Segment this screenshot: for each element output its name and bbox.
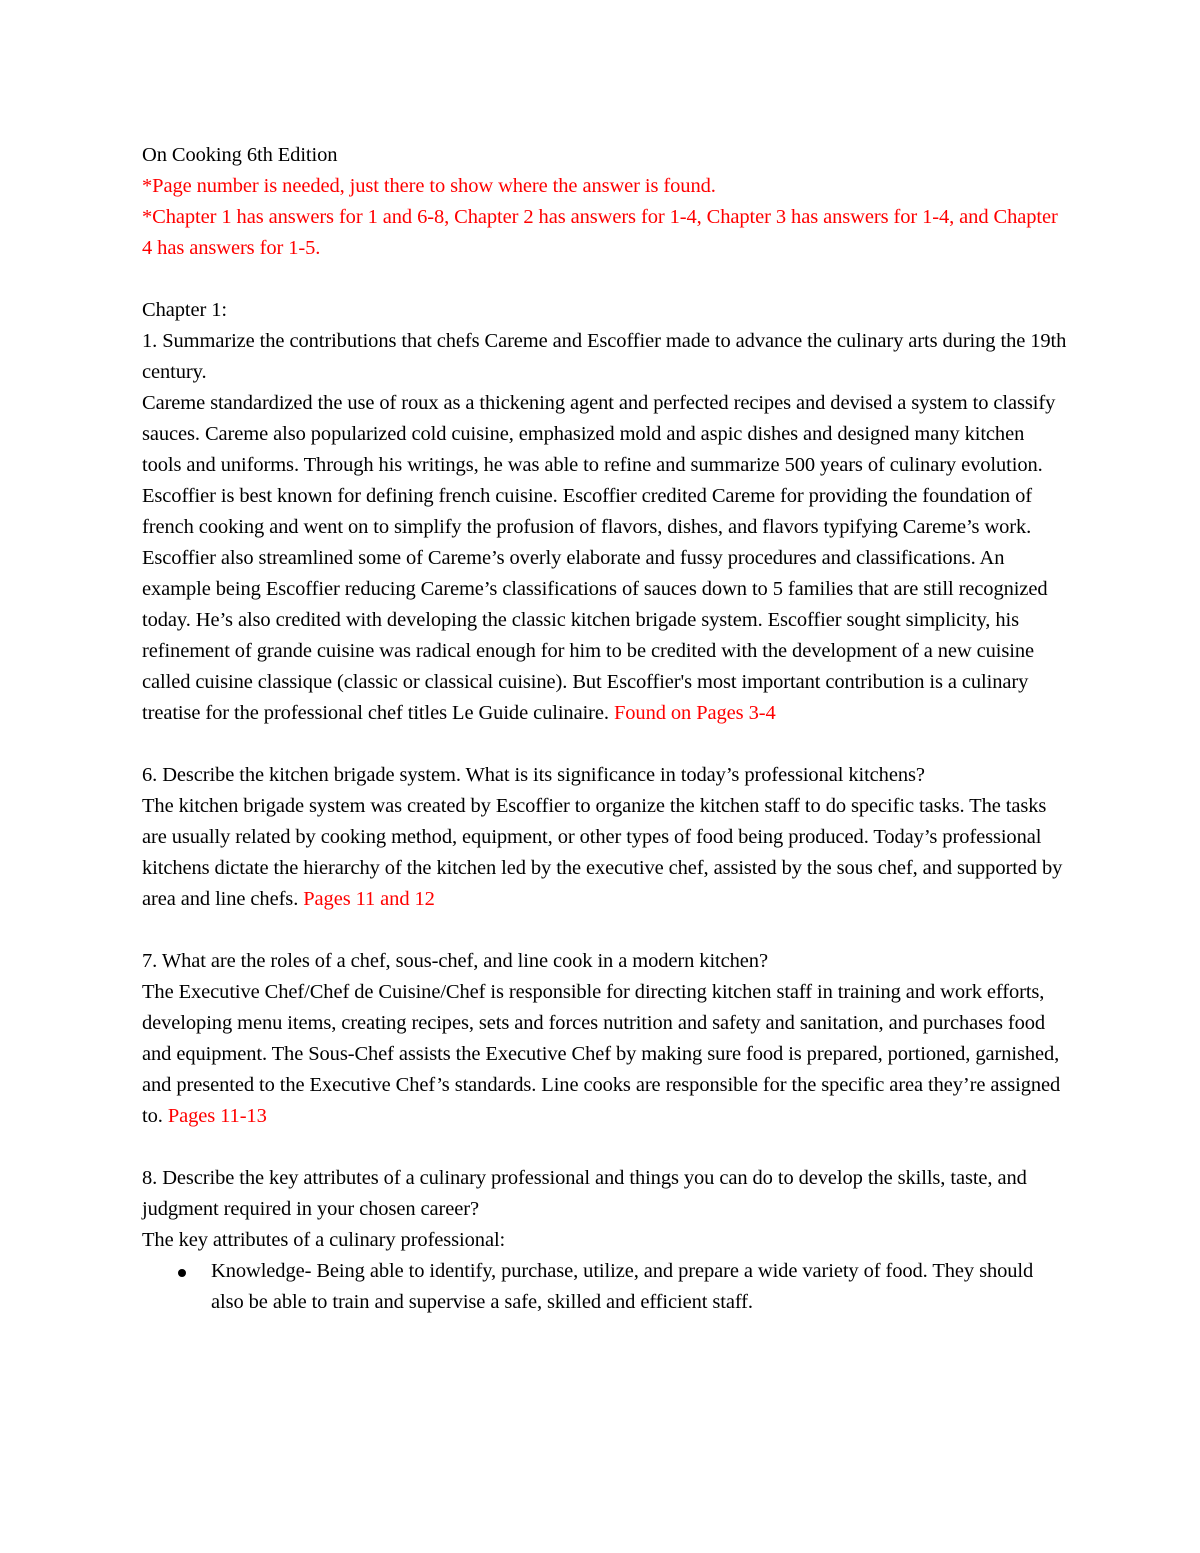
bullet-icon [178, 1269, 186, 1277]
attributes-list [142, 1256, 1067, 1318]
question-7: 7. What are the roles of a chef, sous-chef, and line cook in a modern kitchen? [142, 950, 768, 972]
spacer [142, 729, 1067, 760]
answer-1-pages: Found on Pages 3-4 [613, 702, 776, 724]
question-6: 6. Describe the kitchen brigade system. What is its significance in today’s professional kitchens? [142, 764, 925, 786]
question-1: 1. Summarize the contributions that chefs Careme and Escoffier made to advance the culinary arts during the 19th century. [142, 330, 1067, 383]
answer-8-intro: The key attributes of a culinary professional: [142, 1229, 506, 1251]
answer-1-careme: Careme standardized the use of roux as a thickening agent and perfected recipes and devised a system to classify sauces. Careme also popularized cold cuisine, emphasized mold and aspic dishes and designed many kitchen tools and uniforms. Through his writings, he was able to refine and summarize 500 years of culinary evolution. [142, 392, 1056, 476]
chapter-heading: Chapter 1: [142, 299, 227, 321]
list-item [142, 1256, 1067, 1318]
note-chapter-answers: *Chapter 1 has answers for 1 and 6-8, Chapter 2 has answers for 1-4, Chapter 3 has answers for 1-4, and Chapter 4 has answers for 1-5. [142, 206, 1058, 259]
list-item-text: Knowledge- Being able to identify, purchase, utilize, and prepare a wide variety of food. They should also be able to train and supervise a safe, skilled and efficient staff. [211, 1260, 1034, 1313]
answer-7-text: The Executive Chef/Chef de Cuisine/Chef is responsible for directing kitchen staff in training and work efforts, developing menu items, creating recipes, sets and forces nutrition and safety and sanitation, and purchases food and equipment. The Sous-Chef assists the Executive Chef by making sure food is prepared, portioned, garnished, and presented to the Executive Chef’s standards. Line cooks are responsible for the specific area they’re assigned to. [142, 981, 1061, 1127]
document-title: On Cooking 6th Edition [142, 144, 338, 166]
answer-6-pages: Pages 11 and 12 [303, 888, 435, 910]
answer-6-text: The kitchen brigade system was created by Escoffier to organize the kitchen staff to do specific tasks. The tasks are usually related by cooking method, equipment, or other types of food being produced. Today’s professional kitchens dictate the hierarchy of the kitchen led by the executive chef, assisted by the sous chef, and supported by area and line chefs. [142, 795, 1063, 910]
answer-1-escoffier-text: Escoffier is best known for defining french cuisine. Escoffier credited Careme for providing the foundation of french cooking and went on to simplify the profusion of flavors, dishes, and flavors typifying Careme’s work. Escoffier also streamlined some of Careme’s overly elaborate and fussy procedures and classifications. An example being Escoffier reducing Careme’s classifications of sauces down to 5 families that are still recognized today. He’s also credited with developing the classic kitchen brigade system. Escoffier sought simplicity, his refinement of grande cuisine was radical enough for him to be credited with the development of a new cuisine called cuisine classique (classic or classical cuisine). But Escoffier's most important contribution is a culinary treatise for the professional chef titles Le Guide culinaire. [142, 485, 1048, 724]
answer-7-pages: Pages 11-13 [167, 1105, 267, 1127]
question-8: 8. Describe the key attributes of a culinary professional and things you can do to develop the skills, taste, and judgment required in your chosen career? [142, 1167, 1027, 1220]
spacer [142, 915, 1067, 946]
spacer [142, 264, 1067, 295]
note-page-number: *Page number is needed, just there to show where the answer is found. [142, 175, 716, 197]
answer-1-escoffier [142, 481, 1067, 729]
answer-6 [142, 791, 1067, 915]
document-page [142, 140, 1067, 1318]
answer-7 [142, 977, 1067, 1132]
spacer [142, 1132, 1067, 1163]
